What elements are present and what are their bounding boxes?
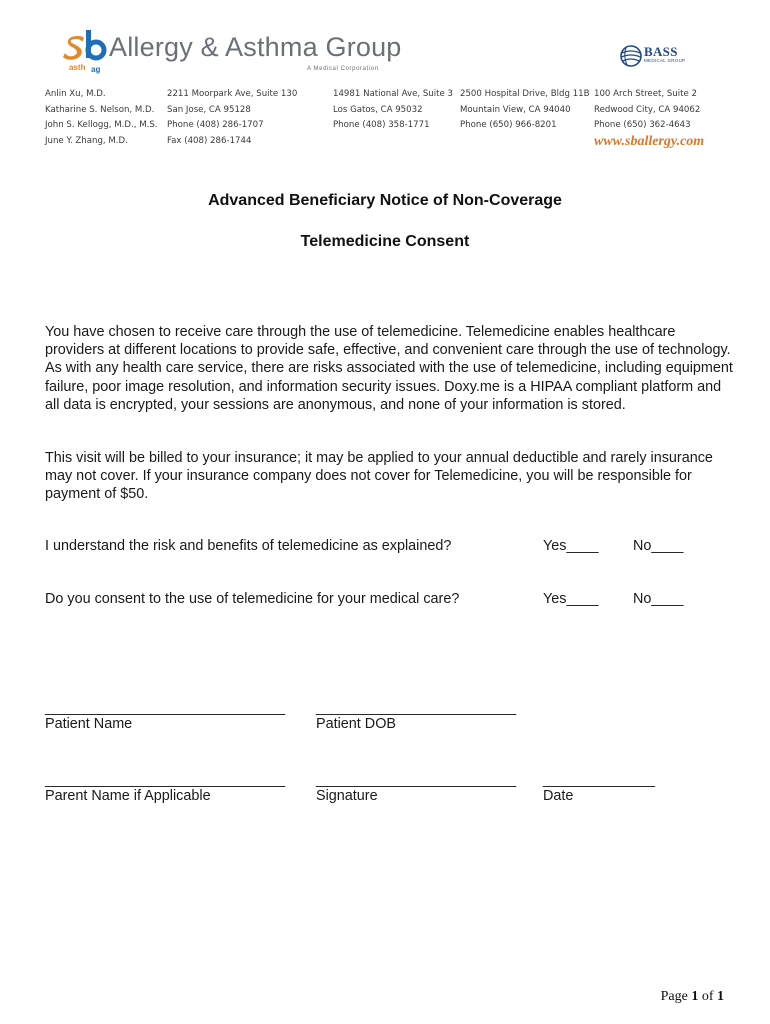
signature-label: Signature (316, 788, 378, 804)
parent-name-line[interactable]: ______________________________ (45, 772, 286, 788)
billing-paragraph: This visit will be billed to your insurance; it may be applied to your annual deductible and rarely insurance may not cover. If your insurance company does not cover for Telemedicine, you will be responsible for payment of $50. (45, 450, 713, 503)
office-line: Mountain View, CA 94040 (460, 104, 571, 115)
office-line: 2500 Hospital Drive, Bldg 11B (460, 89, 590, 99)
office-line: 14981 National Ave, Suite 3 (333, 89, 453, 99)
logo-wordmark: Allergy & Asthma Group (109, 32, 402, 62)
office-line: Phone (408) 286-1707 (167, 120, 264, 130)
office-san-jose (167, 87, 297, 149)
page-label: Page (660, 989, 688, 1004)
office-mountain-view (460, 87, 590, 134)
svg-text:asth: asth (69, 63, 86, 72)
office-line: Phone (408) 358-1771 (333, 120, 430, 130)
bass-subtitle: MEDICAL GROUP (644, 58, 686, 63)
answer-no-understand[interactable]: No____ (633, 538, 684, 554)
doctor-name: June Y. Zhang, M.D. (45, 135, 128, 146)
document-title: Advanced Beneficiary Notice of Non-Coverage (208, 192, 562, 209)
doctor-name: Katharine S. Nelson, M.D. (45, 104, 155, 115)
doctors-list (45, 87, 158, 149)
logo-tagline: A Medical Corporation (307, 66, 379, 72)
page-of: of (701, 989, 714, 1004)
svg-text:ag: ag (91, 65, 101, 74)
office-line: Redwood City, CA 94062 (594, 104, 701, 115)
question-understand-risk: I understand the risk and benefits of telemedicine as explained? (45, 538, 452, 554)
document-subtitle: Telemedicine Consent (300, 233, 470, 250)
office-line: San Jose, CA 95128 (167, 104, 251, 115)
telemedicine-paragraph: You have chosen to receive care through the use of telemedicine. Telemedicine enables healthcare providers at different locations to provide safe, effective, and convenient care through the use of technology. As with any health care service, there are risks associated with the use of telemedicine, including equipment failure, poor image resolution, and information security issues. Doxy.me is a HIPAA compliant platform and all data is encrypted, your sessions are anonymous, and none of your information is stored. (45, 324, 733, 413)
website-link[interactable]: www.sballergy.com (594, 134, 705, 149)
bass-medical-group-logo (620, 44, 700, 78)
page-number (661, 989, 724, 1005)
office-line: Phone (650) 966-8201 (460, 120, 557, 130)
sbaag-logo-mark-icon (63, 30, 107, 76)
answer-no-consent[interactable]: No____ (633, 591, 684, 607)
office-line: 100 Arch Street, Suite 2 (594, 89, 697, 99)
office-line: 2211 Moorpark Ave, Suite 130 (167, 89, 298, 99)
answer-yes-understand[interactable]: Yes____ (543, 538, 599, 554)
page-total: 1 (717, 989, 724, 1004)
parent-name-label: Parent Name if Applicable (45, 788, 211, 804)
answer-yes-consent[interactable]: Yes____ (543, 591, 599, 607)
office-line: Los Gatos, CA 95032 (333, 104, 423, 115)
patient-dob-label: Patient DOB (316, 716, 396, 732)
question-consent: Do you consent to the use of telemedicine for your medical care? (45, 591, 460, 607)
globe-icon (620, 44, 642, 68)
patient-name-line[interactable]: ______________________________ (45, 700, 286, 716)
office-los-gatos (333, 87, 453, 134)
patient-name-label: Patient Name (45, 716, 133, 732)
signature-line[interactable]: _________________________ (316, 772, 517, 788)
office-line: Phone (650) 362-4643 (594, 120, 691, 130)
date-label: Date (543, 788, 574, 804)
page-current: 1 (691, 989, 699, 1004)
doctor-name: Anlin Xu, M.D. (45, 89, 106, 99)
bass-wordmark: BASS (644, 44, 678, 59)
office-redwood-city (594, 87, 700, 134)
date-line[interactable]: ______________ (543, 772, 656, 788)
doctor-name: John S. Kellogg, M.D., M.S. (45, 120, 158, 130)
patient-dob-line[interactable]: _________________________ (316, 700, 517, 716)
office-line: Fax (408) 286-1744 (167, 135, 252, 146)
allergy-asthma-group-logo (63, 30, 402, 80)
